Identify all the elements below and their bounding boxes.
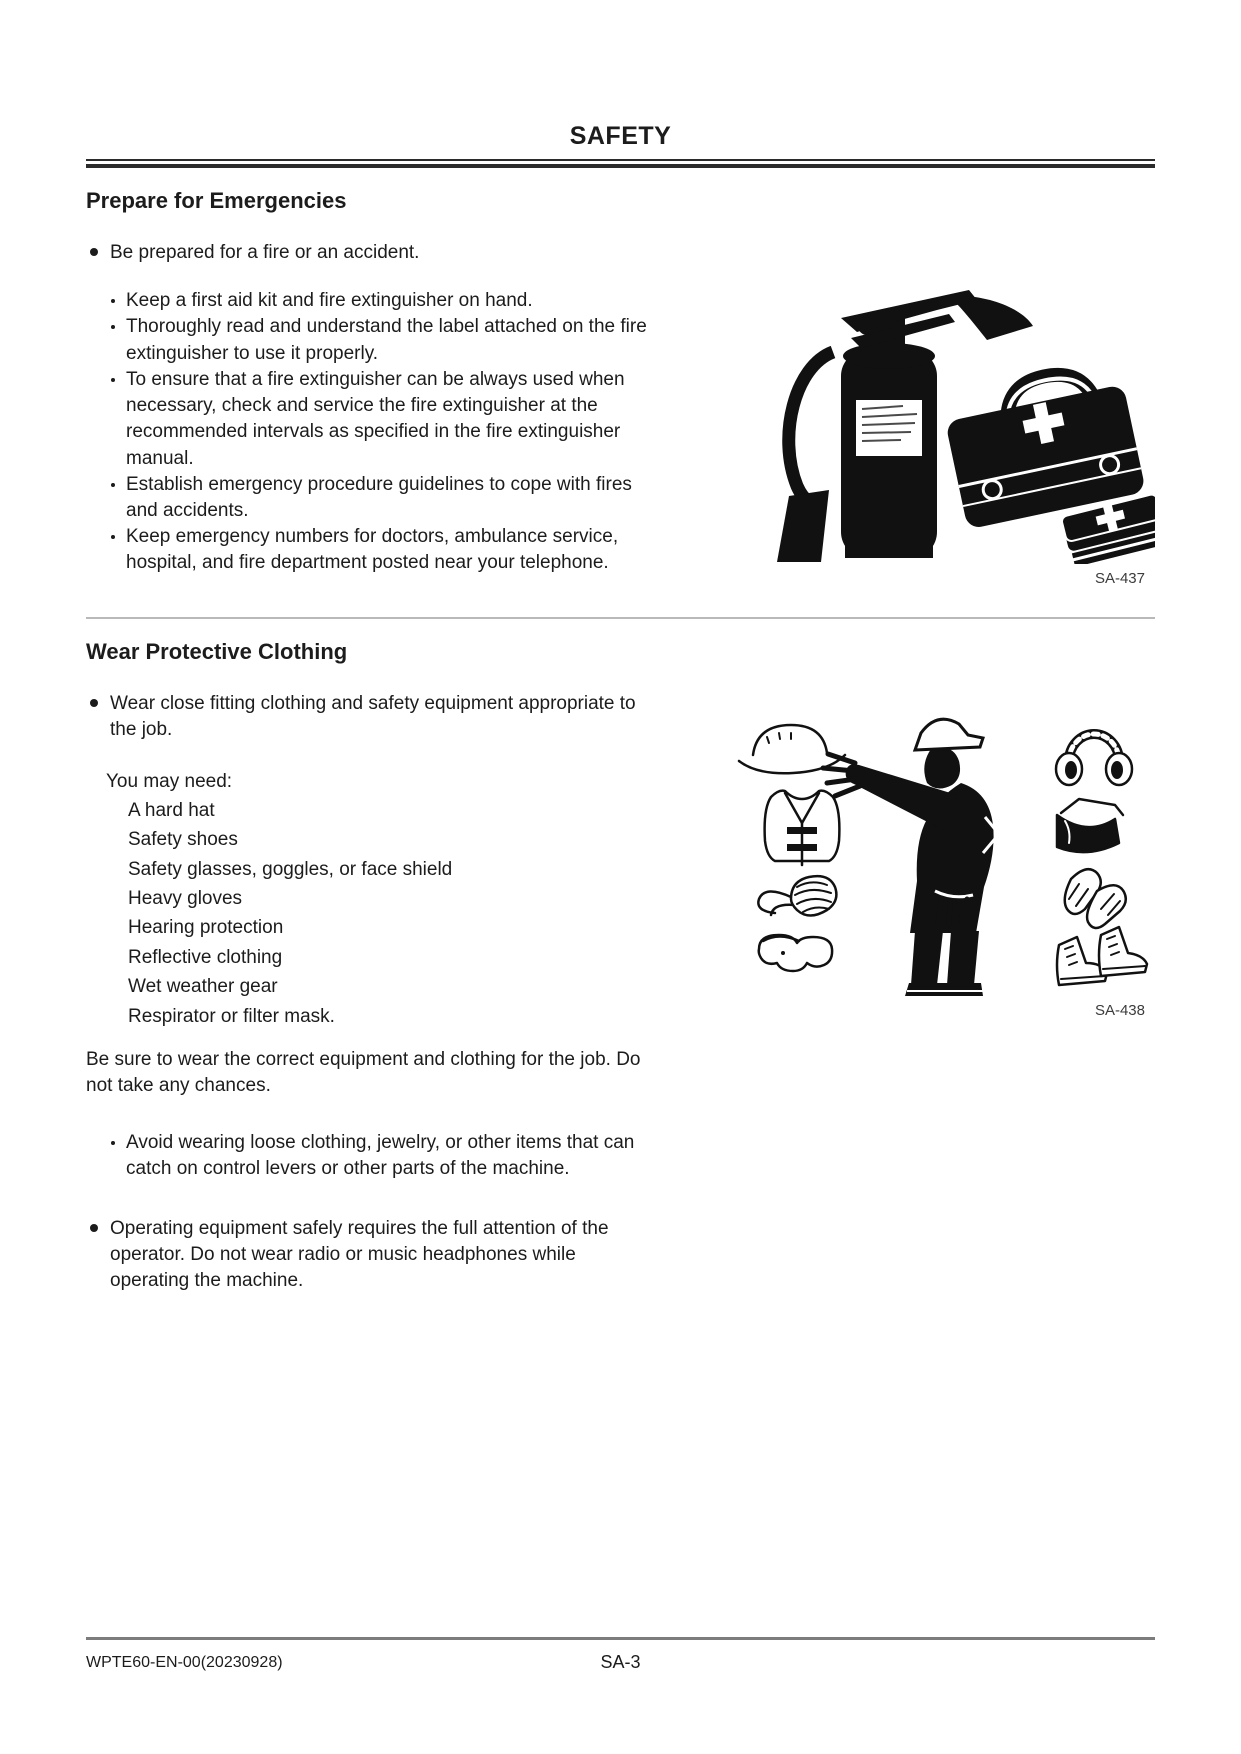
paragraph: Be sure to wear the correct equipment and clothing for the job. Do not take any chances. xyxy=(86,1049,641,1097)
gloves-icon xyxy=(1065,869,1126,928)
need-item: A hard hat xyxy=(128,799,215,821)
page-footer xyxy=(86,1637,1155,1676)
need-item: Heavy gloves xyxy=(128,887,243,909)
section2-text-column xyxy=(86,665,654,1295)
need-item: Safety glasses, goggles, or face shield xyxy=(128,858,453,880)
need-item: Safety shoes xyxy=(128,829,238,851)
sub-bullet-item: To ensure that a fire extinguisher can be always used when necessary, check and service the fire extinguisher at the recommended intervals as specified in the fire extinguisher manual. xyxy=(86,367,654,472)
footer-rule xyxy=(86,1637,1155,1640)
section-title-wear-protective-clothing: Wear Protective Clothing xyxy=(86,639,348,664)
figure-caption: SA-437 xyxy=(1094,570,1145,587)
hard-hat-icon xyxy=(739,725,845,773)
section1-text-column xyxy=(86,214,654,587)
need-item: Wet weather gear xyxy=(128,976,278,998)
sub-bullet-item: Keep emergency numbers for doctors, ambulance service, hospital, and fire department posted near your telephone. xyxy=(86,524,654,576)
page-number: SA-3 xyxy=(600,1652,641,1672)
sub-bullet-item: Thoroughly read and understand the label attached on the fire extinguisher to use it properly. xyxy=(86,314,654,366)
respirator-mask-icon xyxy=(758,876,836,915)
bullet-item: Operating equipment safely requires the full attention of the operator. Do not wear radio or music headphones while operating the machine. xyxy=(86,1216,654,1295)
fire-safety-illustration xyxy=(725,254,1155,564)
boots-icon xyxy=(1057,927,1147,985)
bullet-item: Be prepared for a fire or an accident. xyxy=(86,240,654,266)
bullet-item: Wear close fitting clothing and safety equipment appropriate to the job. xyxy=(86,691,654,743)
need-list xyxy=(128,796,654,1032)
figure-fire-safety-equipment xyxy=(725,254,1155,587)
section-divider xyxy=(86,617,1155,619)
worker-figure xyxy=(823,719,999,996)
page-header xyxy=(86,0,1155,168)
need-item: Respirator or filter mask. xyxy=(128,1005,335,1027)
sub-bullet-item: Avoid wearing loose clothing, jewelry, or other items that can catch on control levers or other parts of the machine. xyxy=(86,1130,654,1182)
section-title-prepare-for-emergencies: Prepare for Emergencies xyxy=(86,188,347,213)
document-code: WPTE60-EN-00(20230928) xyxy=(86,1654,283,1671)
need-item: Hearing protection xyxy=(128,917,284,939)
section1-sub-list xyxy=(86,288,654,576)
ear-muffs-icon xyxy=(1056,734,1132,785)
protective-clothing-illustration xyxy=(725,701,1155,996)
section-wear-protective-clothing xyxy=(86,665,1155,1295)
header-rule-thick xyxy=(86,164,1155,168)
figure-caption: SA-438 xyxy=(1094,1002,1145,1019)
need-item: Reflective clothing xyxy=(128,946,283,968)
header-rule-thin xyxy=(86,159,1155,161)
figure-protective-clothing xyxy=(725,701,1155,1019)
safety-vest-icon xyxy=(765,791,840,865)
section-prepare-for-emergencies xyxy=(86,214,1155,587)
sub-bullet-item: Establish emergency procedure guidelines to cope with fires and accidents. xyxy=(86,472,654,524)
need-intro: You may need: xyxy=(106,771,233,793)
face-shield-icon xyxy=(1057,799,1123,852)
page-title: SAFETY xyxy=(569,122,672,150)
sub-bullet-item: Keep a first aid kit and fire extinguisher on hand. xyxy=(86,288,654,314)
goggles-icon xyxy=(759,935,832,971)
